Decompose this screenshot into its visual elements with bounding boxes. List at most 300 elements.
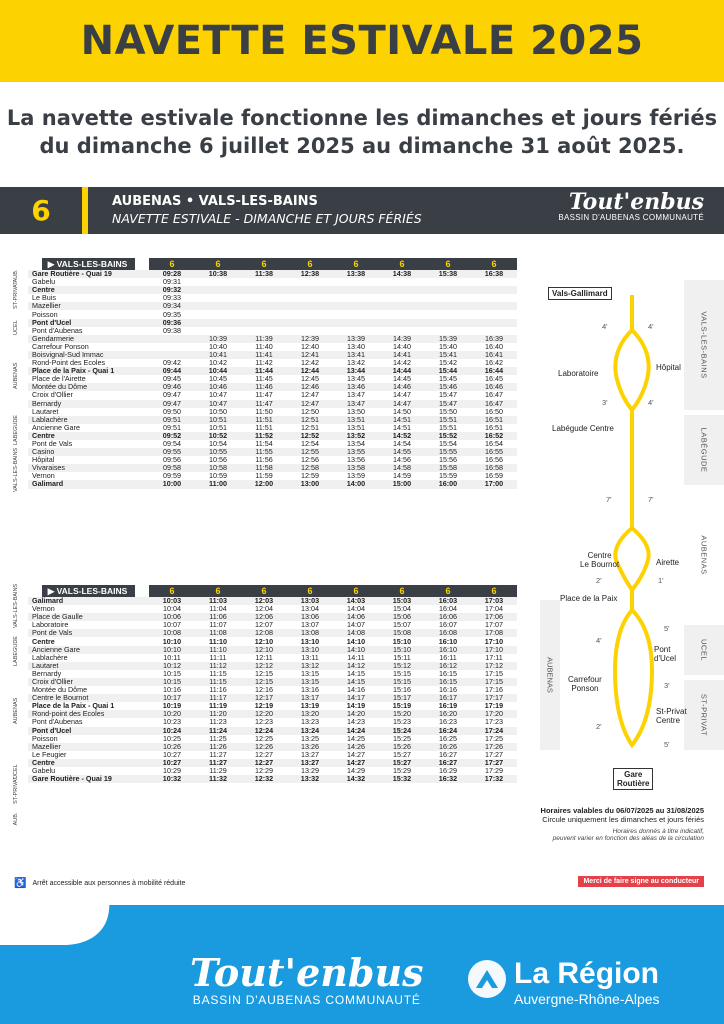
- departure-time: 12:32: [241, 775, 287, 783]
- departure-time: 16:07: [439, 621, 457, 630]
- departure-time: 13:26: [287, 743, 333, 751]
- departure-time: 09:52: [149, 432, 195, 440]
- departure-time: [195, 310, 241, 318]
- departure-time: 16:40: [485, 342, 503, 351]
- departure-time: [333, 327, 379, 335]
- departure-time: 11:26: [195, 743, 241, 751]
- bus-line-number: 6: [333, 585, 379, 597]
- departure-time: 11:52: [241, 432, 287, 440]
- departure-time: 09:56: [163, 456, 181, 465]
- departure-time: 15:27: [393, 750, 411, 759]
- departure-time: 14:24: [333, 727, 379, 735]
- departure-time: [287, 327, 333, 335]
- legend: [14, 878, 185, 889]
- departure-time: 14:58: [379, 464, 425, 472]
- departure-time: 12:50: [301, 407, 319, 416]
- departure-time: [287, 286, 333, 294]
- departure-time: 12:58: [287, 464, 333, 472]
- table-row: [28, 718, 517, 726]
- departure-time: 12:45: [301, 375, 319, 384]
- route-map: [530, 270, 724, 810]
- departure-time: [195, 278, 241, 286]
- departure-time: 16:26: [425, 743, 471, 751]
- zone-label: UCEL: [13, 320, 19, 335]
- departure-time: 15:19: [392, 702, 412, 711]
- table-row: [28, 400, 517, 408]
- zone-label: AUB.: [13, 812, 19, 826]
- table-row: [28, 416, 517, 424]
- departure-time: 15:04: [393, 605, 411, 614]
- table-row: [28, 351, 517, 359]
- timetable-return: [28, 585, 517, 783]
- departure-time: 09:35: [163, 310, 181, 319]
- departure-time: 14:55: [379, 448, 425, 456]
- departure-time: 10:17: [149, 694, 195, 702]
- departure-time: 10:10: [162, 637, 182, 646]
- departure-time: 11:51: [255, 423, 273, 432]
- departure-time: 11:58: [241, 464, 287, 472]
- page-title: NAVETTE ESTIVALE 2025: [80, 18, 644, 64]
- departure-time: 11:16: [209, 686, 227, 695]
- departure-time: 17:29: [485, 766, 503, 776]
- departure-time: 10:50: [209, 407, 227, 416]
- table-row: [28, 391, 517, 399]
- stop-name: Lautaret: [32, 407, 59, 416]
- departure-time: 17:26: [471, 743, 517, 751]
- departure-time: 09:33: [163, 294, 181, 303]
- departure-time: [149, 343, 195, 351]
- departure-time: 13:59: [347, 472, 365, 481]
- route-segment-bottom: [615, 590, 652, 745]
- departure-time: 13:38: [333, 270, 379, 278]
- table-row: [28, 775, 517, 783]
- stop-name: Pont de Vals: [32, 439, 73, 449]
- departure-time: 17:24: [471, 727, 517, 735]
- departure-time: 13:44: [333, 367, 379, 375]
- stop-name: Place de la Paix - Quai 1: [32, 702, 115, 711]
- departure-time: 17:16: [485, 686, 503, 695]
- departure-time: 11:10: [209, 637, 227, 646]
- departure-time: 12:24: [241, 727, 287, 735]
- departure-time: 10:52: [195, 432, 241, 440]
- line-route: AUBENAS • VALS-LES-BAINS: [112, 194, 318, 209]
- footer-wave-shape: [0, 905, 143, 945]
- departure-time: 11:50: [255, 407, 273, 416]
- departure-time: 10:58: [195, 464, 241, 472]
- bus-line-number: 6: [149, 258, 195, 270]
- stop-name: Croix d'Ollier: [28, 678, 149, 686]
- departure-time: 13:06: [287, 613, 333, 621]
- departure-time: 12:12: [241, 662, 287, 670]
- departure-time: [379, 286, 425, 294]
- stop-name: Pont d'Ucel: [28, 727, 149, 735]
- table-row: [28, 335, 517, 343]
- departure-time: 09:51: [163, 423, 181, 432]
- departure-time: 15:38: [425, 270, 471, 278]
- departure-time: 14:47: [393, 391, 411, 400]
- departure-time: 14:20: [333, 710, 379, 718]
- departure-time: 11:07: [209, 621, 227, 630]
- departure-time: 09:54: [163, 439, 181, 449]
- departure-time: 15:25: [393, 734, 411, 743]
- departure-time: 10:29: [163, 766, 181, 776]
- departure-time: 12:42: [301, 359, 319, 368]
- departure-time: 15:26: [379, 743, 425, 751]
- stop-name: Boisvignal-Sud Immac: [28, 351, 149, 359]
- departure-time: 16:15: [439, 669, 457, 678]
- footer-brand-name: Tout'enbus: [190, 950, 424, 995]
- departure-time: 10:27: [163, 750, 181, 759]
- stop-airette: Airette: [656, 558, 680, 567]
- zone-label: UCEL: [13, 764, 19, 779]
- duration-label: 7': [648, 495, 654, 504]
- departure-time: 13:20: [287, 710, 333, 718]
- table-row: [28, 743, 517, 751]
- departure-time: 13:47: [333, 400, 379, 408]
- stop-name: Lautaret: [28, 662, 149, 670]
- departure-time: 16:54: [485, 439, 503, 449]
- departure-time: 16:16: [439, 686, 457, 695]
- departure-time: 14:45: [393, 375, 411, 384]
- departure-time: 15:17: [379, 694, 425, 702]
- bus-line-number: 6: [149, 585, 195, 597]
- stop-name: Place de la Paix - Quai 1: [28, 367, 149, 375]
- departure-time: [425, 327, 471, 335]
- departure-time: [287, 310, 333, 318]
- departure-time: 09:44: [149, 367, 195, 375]
- departure-time: 16:55: [471, 448, 517, 456]
- stop-name: Lablachère: [32, 653, 68, 662]
- departure-time: 11:55: [241, 448, 287, 456]
- departure-time: 09:36: [149, 319, 195, 327]
- departure-time: 15:55: [425, 448, 471, 456]
- departure-time: 15:56: [439, 456, 457, 465]
- table-row: [28, 670, 517, 678]
- stop-name: Galimard: [28, 480, 149, 488]
- table-row: [28, 613, 517, 621]
- departure-time: [471, 278, 517, 286]
- stop-labegude: Labégude Centre: [552, 424, 614, 433]
- table-row: [28, 367, 517, 375]
- departure-time: 13:50: [347, 407, 365, 416]
- departure-time: 11:27: [195, 759, 241, 767]
- stop-name: Centre: [28, 432, 149, 440]
- departure-time: 10:12: [149, 662, 195, 670]
- bus-line-number: 6: [471, 258, 517, 270]
- departure-time: 12:27: [241, 759, 287, 767]
- bus-line-number: 6: [287, 585, 333, 597]
- departure-time: 17:27: [471, 759, 517, 767]
- departure-time: 14:38: [379, 270, 425, 278]
- table-row: [28, 472, 517, 480]
- stop-name: Place de Gaulle: [28, 613, 149, 621]
- departure-time: 10:15: [163, 669, 181, 678]
- departure-time: 14:16: [347, 686, 365, 695]
- departure-time: 12:47: [287, 400, 333, 408]
- stop-name: Poisson: [32, 734, 58, 743]
- footer-brand: [190, 950, 424, 1007]
- departure-time: 14:03: [333, 597, 379, 605]
- departure-time: 10:25: [163, 734, 181, 743]
- departure-time: 14:00: [333, 480, 379, 488]
- departure-time: 14:23: [347, 718, 365, 727]
- departure-time: 13:11: [301, 653, 319, 662]
- departure-time: [333, 319, 379, 327]
- stop-galimard: Vals-Gallimard: [548, 287, 612, 300]
- stop-name: Gare Routière - Quai 19: [28, 775, 149, 783]
- departure-time: 12:04: [255, 605, 273, 614]
- departure-time: 16:47: [471, 400, 517, 408]
- departure-time: 17:04: [485, 605, 503, 614]
- departure-time: 17:10: [471, 646, 517, 654]
- departure-time: 10:47: [209, 391, 227, 400]
- stop-name: Centre le Bournot: [28, 694, 149, 702]
- departure-time: 11:19: [209, 702, 227, 711]
- departure-time: 13:27: [287, 759, 333, 767]
- departure-time: [333, 294, 379, 302]
- departure-time: 13:23: [301, 718, 319, 727]
- departure-time: 09:45: [163, 375, 181, 384]
- departure-time: 16:03: [425, 597, 471, 605]
- departure-time: 11:25: [209, 734, 227, 743]
- departure-time: 17:32: [471, 775, 517, 783]
- departure-time: 10:54: [209, 439, 227, 449]
- table-row: [28, 343, 517, 351]
- footer-region: [514, 957, 660, 1007]
- map-band-aubenas: AUBENAS: [684, 490, 724, 620]
- departure-time: 12:11: [255, 653, 273, 662]
- departure-time: 13:17: [287, 694, 333, 702]
- table-row: [28, 686, 517, 694]
- stop-name: Vernon: [32, 605, 55, 614]
- bus-line-number: 6: [425, 258, 471, 270]
- departure-time: [379, 319, 425, 327]
- departure-time: [287, 319, 333, 327]
- departure-time: 16:27: [425, 759, 471, 767]
- departure-time: 15:47: [439, 391, 457, 400]
- departure-time: 10:26: [149, 743, 195, 751]
- table-row: [28, 432, 517, 440]
- bus-line-number: 6: [195, 258, 241, 270]
- stop-name: Ancienne Gare: [28, 646, 149, 654]
- departure-time: 14:46: [379, 383, 425, 391]
- departure-time: 09:47: [163, 391, 181, 400]
- departure-time: 16:38: [471, 270, 517, 278]
- departure-time: 16:10: [438, 637, 458, 646]
- bus-line-number: 6: [425, 585, 471, 597]
- zone-label: ST-PRIVAT: [13, 281, 19, 309]
- departure-time: 12:07: [255, 621, 273, 630]
- stop-hopital: Hôpital: [656, 363, 681, 372]
- table-row: [28, 751, 517, 759]
- departure-time: 17:19: [484, 702, 504, 711]
- departure-time: [195, 286, 241, 294]
- departure-time: 15:54: [439, 439, 457, 449]
- stop-name: Pont d'Ucel: [28, 319, 149, 327]
- departure-time: 12:55: [287, 448, 333, 456]
- departure-time: 16:52: [471, 432, 517, 440]
- departure-time: 15:29: [393, 766, 411, 776]
- table-row: [28, 270, 517, 278]
- departure-time: 13:03: [287, 597, 333, 605]
- departure-time: 14:27: [333, 759, 379, 767]
- bus-line-number: 6: [195, 585, 241, 597]
- validity-days: Circule uniquement les dimanches et jours fériés: [542, 815, 704, 824]
- departure-time: 14:19: [346, 702, 366, 711]
- departure-time: 16:47: [485, 391, 503, 400]
- departure-time: 16:12: [425, 662, 471, 670]
- departure-time: 10:51: [209, 423, 227, 432]
- stop-centre-bournot: Centre Le Bournot: [580, 551, 620, 569]
- departure-time: 14:52: [379, 432, 425, 440]
- departure-time: 09:42: [163, 359, 181, 368]
- zone-label: VALS-LES-BAINS: [13, 583, 19, 628]
- departure-time: 11:51: [241, 416, 287, 424]
- departure-time: 12:27: [255, 750, 273, 759]
- departure-time: 12:15: [255, 669, 273, 678]
- departure-time: 13:32: [287, 775, 333, 783]
- zone-label: ST-PRIVAT: [13, 776, 19, 804]
- table-row: [28, 694, 517, 702]
- table-row: [28, 286, 517, 294]
- departure-time: 11:47: [255, 391, 273, 400]
- departure-time: 15:27: [379, 759, 425, 767]
- departure-time: 12:51: [287, 416, 333, 424]
- stop-gare-routiere: Gare Routière: [613, 768, 653, 790]
- zone-label: VALS-LES-BAINS: [13, 447, 19, 492]
- departure-time: 12:17: [241, 694, 287, 702]
- departure-time: 13:25: [301, 734, 319, 743]
- departure-time: 15:24: [379, 727, 425, 735]
- stop-name: Place de l'Airette: [32, 375, 86, 384]
- departure-time: 15:41: [425, 351, 471, 359]
- stop-name: Hôpital: [32, 456, 55, 465]
- departure-time: [287, 278, 333, 286]
- departure-time: [471, 319, 517, 327]
- departure-time: 11:15: [209, 669, 227, 678]
- direction-label: ▶ VALS-LES-BAINS: [42, 585, 136, 597]
- direction-label: ▶ VALS-LES-BAINS: [42, 258, 136, 270]
- zone-label: AUBENAS: [13, 697, 19, 724]
- table-row: [28, 710, 517, 718]
- departure-time: [425, 319, 471, 327]
- stop-name: Le Buis: [32, 294, 56, 303]
- stop-name: Laboratoire: [32, 621, 69, 630]
- departure-time: 10:32: [149, 775, 195, 783]
- stop-name: Vernon: [32, 472, 55, 481]
- header-brand-name: Tout'enbus: [568, 189, 704, 215]
- departure-time: 16:00: [425, 480, 471, 488]
- departure-time: 17:08: [471, 629, 517, 637]
- table-row: [28, 629, 517, 637]
- departure-time: 14:51: [379, 416, 425, 424]
- table-row: [28, 375, 517, 383]
- departure-time: 10:03: [149, 597, 195, 605]
- departure-time: 15:44: [425, 367, 471, 375]
- departure-time: 12:15: [241, 678, 287, 686]
- departure-time: 12:16: [255, 686, 273, 695]
- departure-time: 17:27: [485, 750, 503, 759]
- departure-time: 13:10: [300, 637, 320, 646]
- duration-label: 4': [648, 398, 654, 407]
- duration-label: 4': [602, 322, 608, 331]
- departure-time: 10:40: [209, 342, 227, 351]
- footer: [0, 905, 724, 1024]
- departure-time: 17:25: [485, 734, 503, 743]
- departure-time: 14:29: [347, 766, 365, 776]
- departure-time: 14:10: [333, 646, 379, 654]
- duration-label: 5': [664, 740, 670, 749]
- departure-time: 12:25: [255, 734, 273, 743]
- departure-time: 17:10: [484, 637, 504, 646]
- departure-time: 10:07: [163, 621, 181, 630]
- departure-time: 11:17: [195, 694, 241, 702]
- departure-time: [241, 319, 287, 327]
- departure-time: 14:07: [347, 621, 365, 630]
- footer-region-sub: Auvergne-Rhône-Alpes: [514, 991, 660, 1007]
- departure-time: 11:59: [255, 472, 273, 481]
- departure-time: 10:23: [163, 718, 181, 727]
- departure-time: 11:47: [241, 400, 287, 408]
- stop-name: Gare Routière - Quai 19: [28, 270, 149, 278]
- table-row: [28, 735, 517, 743]
- departure-time: 13:45: [347, 375, 365, 384]
- region-logo-icon: [468, 960, 506, 998]
- departure-time: 13:00: [287, 480, 333, 488]
- departure-time: 17:07: [485, 621, 503, 630]
- departure-time: 17:12: [471, 662, 517, 670]
- departure-time: 16:04: [439, 605, 457, 614]
- validity-note1: Horaires donnés à titre indicatif,: [612, 828, 704, 835]
- zone-label: AUBENAS: [13, 362, 19, 389]
- departure-time: 13:39: [333, 335, 379, 343]
- stop-name: Ancienne Gare: [32, 423, 80, 432]
- departure-time: 10:51: [195, 416, 241, 424]
- departure-time: 15:10: [392, 637, 412, 646]
- departure-time: 17:20: [471, 710, 517, 718]
- departure-time: 15:12: [379, 662, 425, 670]
- table-row: [28, 646, 517, 654]
- departure-time: 16:15: [425, 678, 471, 686]
- departure-time: 16:32: [425, 775, 471, 783]
- departure-time: 15:58: [425, 464, 471, 472]
- departure-time: 10:27: [149, 759, 195, 767]
- departure-time: 16:20: [425, 710, 471, 718]
- departure-time: 12:46: [287, 383, 333, 391]
- table-row: [28, 294, 517, 302]
- departure-time: 16:17: [425, 694, 471, 702]
- departure-time: 11:23: [209, 718, 227, 727]
- driver-sign-notice: Merci de faire signe au conducteur: [578, 876, 704, 887]
- departure-time: 15:59: [439, 472, 457, 481]
- stop-name: Pont d'Aubenas: [32, 326, 83, 335]
- departure-time: 17:15: [485, 669, 503, 678]
- departure-time: 10:15: [149, 678, 195, 686]
- departure-time: 11:00: [195, 480, 241, 488]
- duration-label: 2': [596, 722, 602, 731]
- stop-st-privat-centre: St-Privat Centre: [656, 707, 687, 725]
- departure-time: [333, 302, 379, 310]
- departure-time: 16:44: [471, 367, 517, 375]
- departure-time: 13:08: [287, 629, 333, 637]
- stop-name: Pont d'Aubenas: [32, 718, 83, 727]
- table-row: [28, 319, 517, 327]
- departure-time: 16:46: [471, 383, 517, 391]
- departure-time: 10:10: [149, 646, 195, 654]
- departure-time: 10:38: [195, 270, 241, 278]
- map-band-vals: VALS-LES-BAINS: [684, 280, 724, 410]
- departure-time: 14:40: [393, 342, 411, 351]
